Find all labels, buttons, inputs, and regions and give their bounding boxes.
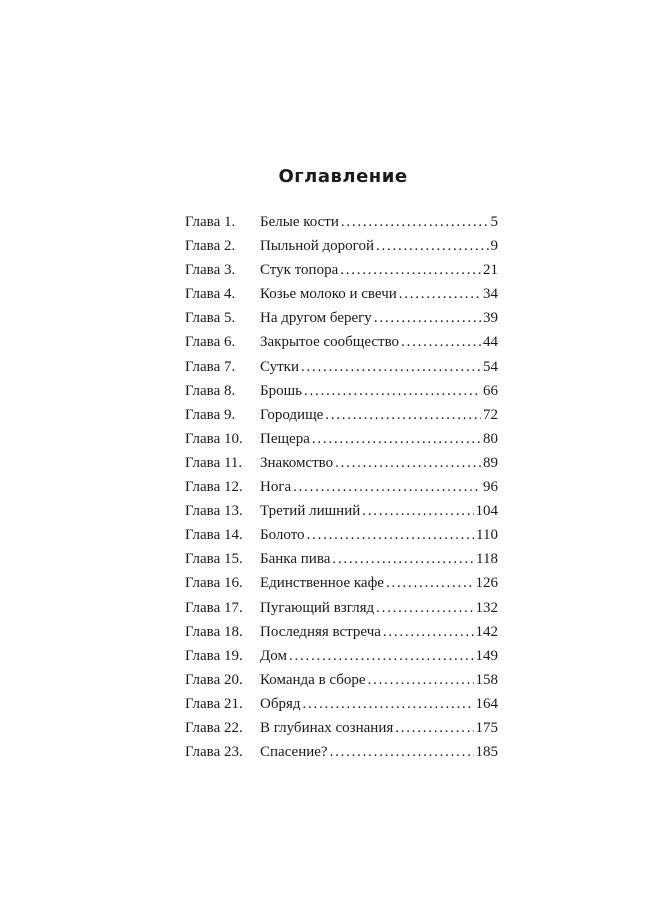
- table-of-contents: [185, 210, 498, 764]
- chapter-label: Глава 10.: [185, 430, 243, 447]
- chapter-label: Глава 20.: [185, 671, 243, 688]
- chapter-label: Глава 21.: [185, 695, 243, 712]
- chapter-title: Спасение?: [260, 744, 328, 761]
- chapter-label: Глава 12.: [185, 479, 243, 496]
- toc-entry: [185, 571, 498, 595]
- chapter-page: 5: [490, 214, 498, 230]
- dot-leader: [304, 379, 481, 403]
- dot-leader: [332, 547, 474, 571]
- toc-entry: [185, 692, 498, 716]
- chapter-page: 89: [483, 454, 498, 471]
- dot-leader: [362, 499, 473, 523]
- chapter-page: 126: [475, 575, 498, 592]
- chapter-page: 54: [483, 358, 498, 375]
- toc-entry: [185, 596, 498, 620]
- chapter-title: Брошь: [260, 382, 303, 399]
- dot-leader: [335, 451, 481, 475]
- dot-leader: [340, 258, 481, 282]
- toc-entry: [185, 668, 498, 692]
- chapter-page: 164: [475, 695, 498, 712]
- chapter-label: Глава 15.: [185, 551, 243, 568]
- dot-leader: [330, 740, 474, 764]
- chapter-label: Глава 22.: [185, 719, 243, 736]
- chapter-title: Закрытое сообщество: [260, 334, 400, 351]
- dot-leader: [374, 306, 481, 330]
- toc-entry: [185, 234, 498, 258]
- chapter-label: Глава 16.: [185, 575, 243, 592]
- chapter-label: Глава 13.: [185, 503, 243, 520]
- dot-leader: [307, 523, 474, 547]
- chapter-label: Глава 8.: [185, 382, 236, 399]
- toc-entry: [185, 499, 498, 523]
- toc-entry: [185, 427, 498, 451]
- toc-entry: [185, 475, 498, 499]
- chapter-page: 142: [475, 623, 498, 640]
- dot-leader: [401, 330, 481, 354]
- chapter-title: Белые кости: [260, 214, 339, 230]
- chapter-page: 96: [483, 479, 498, 496]
- chapter-title: Знакомство: [260, 454, 334, 471]
- chapter-title: Банка пива: [260, 551, 331, 568]
- dot-leader: [386, 571, 474, 595]
- chapter-label: Глава 17.: [185, 599, 243, 616]
- chapter-page: 158: [475, 671, 498, 688]
- chapter-page: 21: [483, 262, 498, 279]
- chapter-title: Пыльной дорогой: [260, 238, 374, 255]
- chapter-label: Глава 9.: [185, 406, 236, 423]
- dot-leader: [376, 596, 473, 620]
- chapter-label: Глава 6.: [185, 334, 236, 351]
- chapter-page: 66: [483, 382, 498, 399]
- dot-leader: [383, 620, 474, 644]
- chapter-page: 34: [483, 286, 498, 303]
- chapter-title: Стук топора: [260, 262, 339, 279]
- chapter-page: 175: [475, 719, 498, 736]
- chapter-title: Нога: [260, 479, 292, 496]
- chapter-title: Пугающий взгляд: [260, 599, 375, 616]
- chapter-title: Обряд: [260, 695, 301, 712]
- chapter-page: 132: [475, 599, 498, 616]
- chapter-page: 110: [476, 527, 498, 544]
- dot-leader: [303, 692, 474, 716]
- toc-entry: [185, 330, 498, 354]
- chapter-title: Единственное кафе: [260, 575, 384, 592]
- chapter-page: 104: [475, 503, 498, 520]
- toc-entry: [185, 379, 498, 403]
- toc-entry: [185, 523, 498, 547]
- chapter-label: Глава 23.: [185, 744, 243, 761]
- chapter-label: Глава 19.: [185, 647, 243, 664]
- toc-entry: [185, 210, 498, 234]
- chapter-label: Глава 7.: [185, 358, 236, 375]
- chapter-label: Глава 3.: [185, 262, 236, 279]
- page-title: Оглавление: [278, 166, 408, 187]
- chapter-page: 80: [483, 430, 498, 447]
- chapter-title: В глубинах сознания: [260, 719, 394, 736]
- chapter-page: 118: [476, 551, 498, 568]
- chapter-page: 149: [475, 647, 498, 664]
- chapter-title: Козье молоко и свечи: [260, 286, 397, 303]
- chapter-page: 9: [490, 238, 498, 255]
- dot-leader: [325, 403, 481, 427]
- dot-leader: [312, 427, 481, 451]
- chapter-title: Команда в сборе: [260, 671, 366, 688]
- chapter-title: Пещера: [260, 430, 310, 447]
- chapter-page: 72: [483, 406, 498, 423]
- dot-leader: [293, 475, 481, 499]
- chapter-label: Глава 14.: [185, 527, 243, 544]
- chapter-label: Глава 11.: [185, 454, 243, 471]
- chapter-label: Глава 4.: [185, 286, 236, 303]
- toc-entry: [185, 644, 498, 668]
- chapter-title: Третий лишний: [260, 503, 361, 520]
- toc-entry: [185, 355, 498, 379]
- toc-entry: [185, 258, 498, 282]
- toc-entry: [185, 403, 498, 427]
- chapter-page: 185: [475, 744, 498, 761]
- toc-entry: [185, 620, 498, 644]
- chapter-label: Глава 1.: [185, 214, 236, 230]
- toc-entry: [185, 451, 498, 475]
- toc-entry: [185, 547, 498, 571]
- dot-leader: [399, 282, 481, 306]
- chapter-title: Болото: [260, 527, 305, 544]
- chapter-label: Глава 2.: [185, 238, 236, 255]
- toc-entry: [185, 740, 498, 764]
- chapter-page: 44: [483, 334, 498, 351]
- chapter-title: Дом: [260, 647, 287, 664]
- chapter-title: Городище: [260, 406, 324, 423]
- chapter-label: Глава 18.: [185, 623, 243, 640]
- chapter-title: Сутки: [260, 358, 300, 375]
- chapter-label: Глава 5.: [185, 310, 236, 327]
- dot-leader: [376, 234, 489, 258]
- dot-leader: [341, 210, 489, 234]
- toc-entry: [185, 716, 498, 740]
- chapter-title: На другом берегу: [260, 310, 372, 327]
- toc-entry: [185, 282, 498, 306]
- dot-leader: [301, 355, 481, 379]
- toc-entry: [185, 306, 498, 330]
- dot-leader: [395, 716, 473, 740]
- dot-leader: [289, 644, 474, 668]
- dot-leader: [368, 668, 474, 692]
- chapter-title: Последняя встреча: [260, 623, 381, 640]
- chapter-page: 39: [483, 310, 498, 327]
